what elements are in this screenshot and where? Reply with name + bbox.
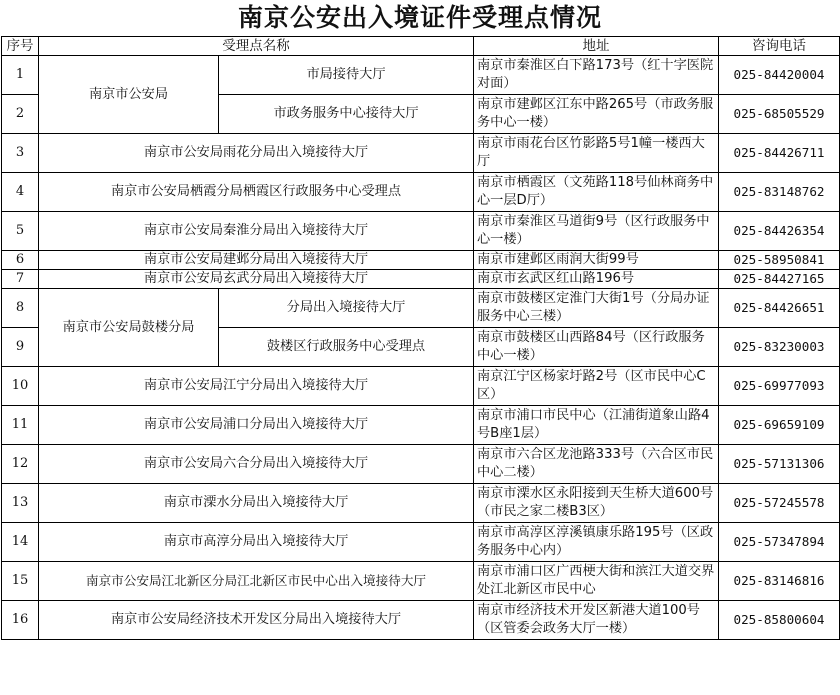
group-name-cell: 南京市公安局鼓楼分局	[39, 289, 219, 367]
table-row	[2, 445, 840, 484]
phone-cell: 025-83146816	[719, 562, 840, 601]
phone-cell: 025-69977093	[719, 367, 840, 406]
phone-cell: 025-68505529	[719, 95, 840, 134]
phone-cell: 025-83148762	[719, 173, 840, 212]
address-cell: 南京市浦口区广西梗大街和滨江大道交界处江北新区市民中心	[474, 562, 719, 601]
phone-cell: 025-69659109	[719, 406, 840, 445]
point-name-cell: 南京市溧水分局出入境接待大厅	[39, 484, 474, 523]
table-row	[2, 562, 840, 601]
point-name-cell: 南京市公安局建邺分局出入境接待大厅	[39, 251, 474, 270]
row-seq: 12	[2, 445, 39, 484]
row-seq: 2	[2, 95, 39, 134]
table-row	[2, 173, 840, 212]
row-seq: 8	[2, 289, 39, 328]
phone-cell: 025-83230003	[719, 328, 840, 367]
sub-point-name: 市局接待大厅	[219, 56, 474, 95]
phone-cell: 025-57347894	[719, 523, 840, 562]
row-seq: 11	[2, 406, 39, 445]
table-row	[2, 289, 840, 328]
phone-cell: 025-85800604	[719, 601, 840, 640]
address-cell: 南京市经济技术开发区新港大道100号（区管委会政务大厅一楼）	[474, 601, 719, 640]
table-row	[2, 212, 840, 251]
table-row	[2, 406, 840, 445]
row-seq: 6	[2, 251, 39, 270]
address-cell: 南京市秦淮区白下路173号（红十字医院对面）	[474, 56, 719, 95]
header-phone: 咨询电话	[719, 37, 840, 56]
address-cell: 南京市建邺区雨润大街99号	[474, 251, 719, 270]
address-cell: 南京市栖霞区（文苑路118号仙林商务中心一层D厅）	[474, 173, 719, 212]
header-point-name: 受理点名称	[39, 37, 474, 56]
sub-point-name: 鼓楼区行政服务中心受理点	[219, 328, 474, 367]
row-seq: 14	[2, 523, 39, 562]
row-seq: 1	[2, 56, 39, 95]
row-seq: 7	[2, 270, 39, 289]
point-name-cell: 南京市公安局雨花分局出入境接待大厅	[39, 134, 474, 173]
row-seq: 15	[2, 562, 39, 601]
row-seq: 10	[2, 367, 39, 406]
sub-point-name: 分局出入境接待大厅	[219, 289, 474, 328]
phone-cell: 025-58950841	[719, 251, 840, 270]
table-row	[2, 56, 840, 95]
point-name-cell: 南京市公安局浦口分局出入境接待大厅	[39, 406, 474, 445]
row-seq: 5	[2, 212, 39, 251]
address-cell: 南京市六合区龙池路333号（六合区市民中心二楼）	[474, 445, 719, 484]
table-row	[2, 367, 840, 406]
row-seq: 16	[2, 601, 39, 640]
table-row	[2, 601, 840, 640]
phone-cell: 025-57245578	[719, 484, 840, 523]
sub-point-name: 市政务服务中心接待大厅	[219, 95, 474, 134]
table-header-row	[2, 37, 840, 56]
point-name-cell: 南京市公安局江北新区分局江北新区市民中心出入境接待大厅	[39, 562, 474, 601]
row-seq: 13	[2, 484, 39, 523]
point-name-cell: 南京市公安局玄武分局出入境接待大厅	[39, 270, 474, 289]
address-cell: 南京市浦口市民中心（江浦街道象山路4号B座1层）	[474, 406, 719, 445]
address-cell: 南京市溧水区永阳接到天生桥大道600号（市民之家二楼B3区）	[474, 484, 719, 523]
table-row	[2, 251, 840, 270]
table-row	[2, 270, 840, 289]
address-cell: 南京市建邺区江东中路265号（市政务服务中心一楼）	[474, 95, 719, 134]
address-cell: 南京市鼓楼区定淮门大街1号（分局办证服务中心三楼）	[474, 289, 719, 328]
acceptance-points-table	[1, 36, 840, 640]
point-name-cell: 南京市公安局秦淮分局出入境接待大厅	[39, 212, 474, 251]
row-seq: 4	[2, 173, 39, 212]
table-row	[2, 484, 840, 523]
address-cell: 南京市高淳区淳溪镇康乐路195号（区政务服务中心内）	[474, 523, 719, 562]
point-name-cell: 南京市公安局栖霞分局栖霞区行政服务中心受理点	[39, 173, 474, 212]
row-seq: 3	[2, 134, 39, 173]
header-address: 地址	[474, 37, 719, 56]
page-title: 南京公安出入境证件受理点情况	[237, 3, 602, 32]
phone-cell: 025-84427165	[719, 270, 840, 289]
point-name-cell: 南京市公安局江宁分局出入境接待大厅	[39, 367, 474, 406]
phone-cell: 025-84420004	[719, 56, 840, 95]
group-name-cell: 南京市公安局	[39, 56, 219, 134]
address-cell: 南京市玄武区红山路196号	[474, 270, 719, 289]
row-seq: 9	[2, 328, 39, 367]
address-cell: 南京市秦淮区马道街9号（区行政服务中心一楼）	[474, 212, 719, 251]
address-cell: 南京江宁区杨家圩路2号（区市民中心C区）	[474, 367, 719, 406]
phone-cell: 025-84426651	[719, 289, 840, 328]
point-name-cell: 南京市公安局六合分局出入境接待大厅	[39, 445, 474, 484]
phone-cell: 025-57131306	[719, 445, 840, 484]
phone-cell: 025-84426354	[719, 212, 840, 251]
point-name-cell: 南京市高淳分局出入境接待大厅	[39, 523, 474, 562]
table-row	[2, 523, 840, 562]
table-row	[2, 134, 840, 173]
point-name-cell: 南京市公安局经济技术开发区分局出入境接待大厅	[39, 601, 474, 640]
address-cell: 南京市鼓楼区山西路84号（区行政服务中心一楼）	[474, 328, 719, 367]
header-seq: 序号	[2, 37, 39, 56]
address-cell: 南京市雨花台区竹影路5号1幢一楼西大厅	[474, 134, 719, 173]
phone-cell: 025-84426711	[719, 134, 840, 173]
